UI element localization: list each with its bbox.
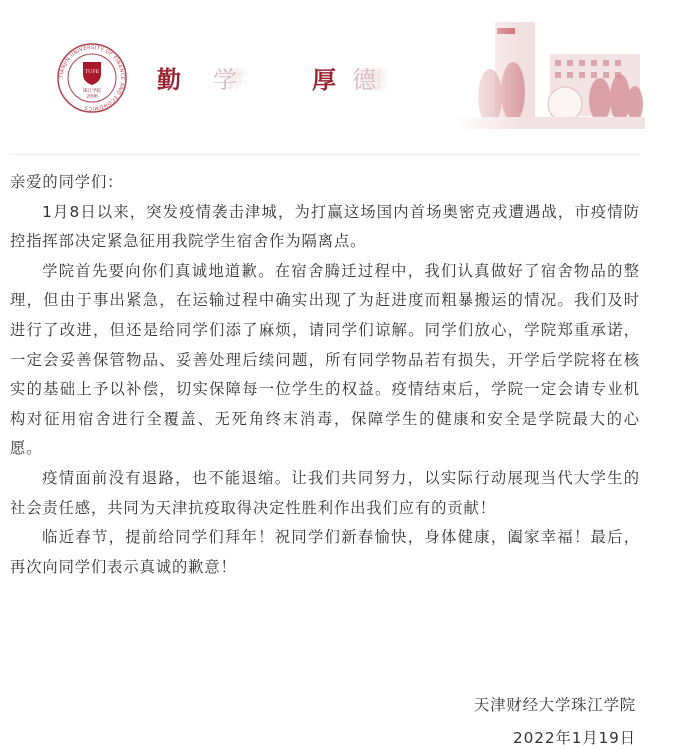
paragraph-3: 疫情面前没有退路，也不能退缩。让我们共同努力，以实际行动展现当代大学生的社会责任感，共同为天津抗疫取得决定性胜利作出我们应有的贡献！ [10, 468, 640, 517]
paragraph-1: 1月8日以来，突发疫情袭击津城，为打赢这场国内首场奥密克戎遭遇战，市疫情防控指挥部决定紧急征用我院学生宿舍作为隔离点。 [10, 202, 640, 251]
signature-organization: 天津财经大学珠江学院 [474, 696, 636, 714]
paragraph-2: 学院首先要向你们真诚地道歉。在宿舍腾迁过程中，我们认真做好了宿舍物品的整理，但由于事出紧急，在运输过程中确实出现了为赶进度而粗暴搬运的情况。我们及时进行了改进，但还是给同学们添了麻烦，请同学们谅解。同学们放心，学院郑重承诺，一定会妥善保管物品、妥善处理后续问题，所有同学物品若有损失，开学后学院将在核实的基础上予以补偿，切实保障每一位学生的权益。疫情结束后，学院一定会请专业机构对征用宿舍进行全覆盖、无死角终末消毒，保障学生的健康和安全是学院最大的心愿。 [10, 261, 640, 458]
signature-date: 2022年1月19日 [512, 729, 636, 747]
motto-char: 勤 [157, 65, 183, 94]
svg-text:TIANJIN UNIVERSITY OF FINANCE: TIANJIN UNIVERSITY OF FINANCE AND ECONOMICS [58, 44, 126, 112]
motto-virtue [312, 60, 378, 95]
letter-body [10, 168, 640, 582]
svg-text:2006: 2006 [86, 94, 98, 100]
paragraph-4: 临近春节，提前给同学们拜年！祝同学们新春愉快，身体健康，阖家幸福！最后，再次向同学们表示真诚的歉意！ [10, 528, 640, 576]
svg-text:TUFE: TUFE [84, 69, 100, 75]
university-seal-logo [56, 42, 128, 114]
letterhead-banner [0, 0, 691, 150]
svg-text:珠江学院: 珠江学院 [83, 89, 101, 94]
motto-char-faded: 学 [213, 66, 239, 94]
motto-char: 厚 [312, 65, 338, 94]
campus-building-image [455, 12, 645, 137]
motto-diligence [157, 60, 239, 95]
motto-char-faded: 德 [352, 66, 378, 94]
salutation: 亲爱的同学们： [10, 173, 124, 191]
header-divider [10, 154, 640, 155]
